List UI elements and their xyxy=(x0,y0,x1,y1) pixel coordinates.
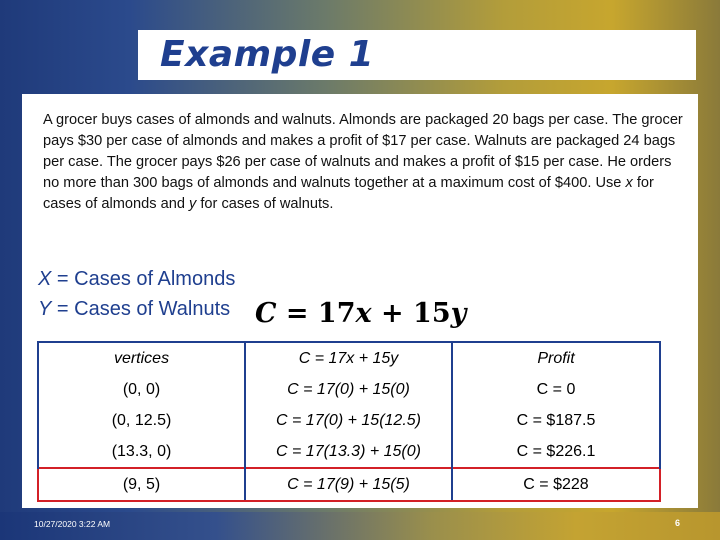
objective-formula xyxy=(255,298,466,329)
page-number: 6 xyxy=(674,518,680,528)
variable-definitions xyxy=(38,264,235,324)
row-vertex: (13.3, 0) xyxy=(38,436,245,468)
definition-y xyxy=(38,294,235,324)
formula-eq: = 17 xyxy=(276,298,356,329)
table-row xyxy=(38,436,660,468)
row-profit: C = $187.5 xyxy=(452,405,660,436)
row-vertex: (0, 12.5) xyxy=(38,405,245,436)
table-header-row xyxy=(38,342,660,374)
table-row xyxy=(38,405,660,436)
formula-plus: + 15 xyxy=(371,298,451,329)
formula-y: y xyxy=(450,298,467,329)
problem-statement xyxy=(43,110,683,215)
problem-text-3: for cases of walnuts. xyxy=(196,196,334,212)
row-profit: C = $226.1 xyxy=(452,436,660,468)
row-vertex: (0, 0) xyxy=(38,374,245,405)
footer-date: 10/27/2020 3:22 AM xyxy=(34,519,111,529)
row-equation: C = 17(0) + 15(12.5) xyxy=(245,405,452,436)
header-profit: Profit xyxy=(452,342,660,374)
formula-x: x xyxy=(355,298,372,329)
slide-title: Example 1 xyxy=(160,34,375,75)
header-equation: C = 17x + 15y xyxy=(245,342,452,374)
row-profit: C = 0 xyxy=(452,374,660,405)
definition-x-text: = Cases of Almonds xyxy=(51,268,236,290)
problem-var-x: x xyxy=(625,175,633,191)
table-row-highlighted xyxy=(38,468,660,501)
problem-var-y: y xyxy=(189,196,197,212)
row-equation: C = 17(13.3) + 15(0) xyxy=(245,436,452,468)
header-vertices: vertices xyxy=(38,342,245,374)
row-vertex: (9, 5) xyxy=(38,468,245,501)
row-equation: C = 17(9) + 15(5) xyxy=(245,468,452,501)
formula-lhs: C xyxy=(255,298,277,329)
definition-x xyxy=(38,264,235,294)
row-profit: C = $228 xyxy=(452,468,660,501)
definition-y-text: = Cases of Walnuts xyxy=(51,298,231,320)
definition-y-var: Y xyxy=(38,298,52,320)
vertices-table xyxy=(37,341,661,502)
definition-x-var: X xyxy=(38,268,52,290)
problem-text-1: A grocer buys cases of almonds and walnuts. Almonds are packaged 20 bags per case. The grocer pays $30 per case of almonds and makes a profit of $17 per case. Walnuts are packaged 24 bags per case. The grocer pays $26 per case of walnuts and makes a profit of $15 per case. He orders no more than 300 bags of almonds and walnuts together at a maximum cost of $400. Use xyxy=(43,112,683,191)
table-row xyxy=(38,374,660,405)
problem-text-2: for cases of almonds and xyxy=(43,175,654,212)
row-equation: C = 17(0) + 15(0) xyxy=(245,374,452,405)
